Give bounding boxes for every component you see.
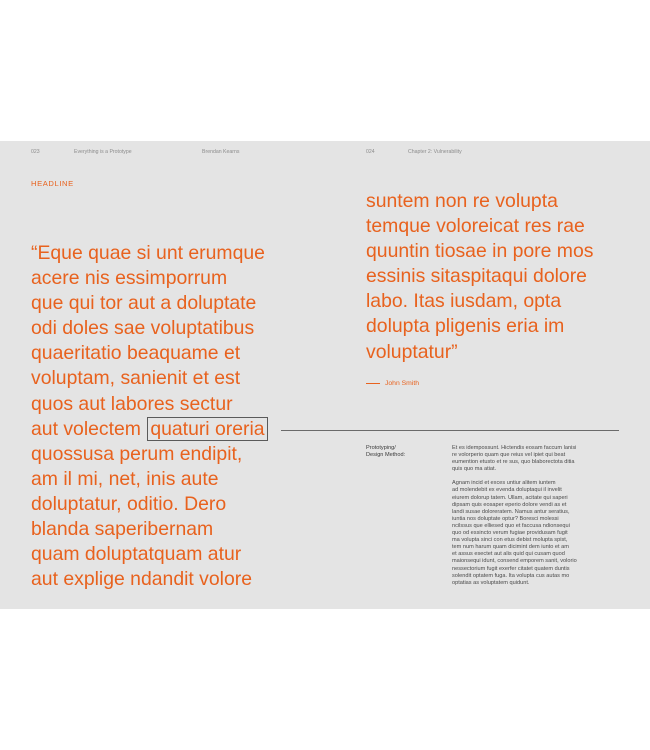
- quote-line: quam doluptatquam atur: [31, 543, 242, 566]
- left-author: Brendan Kearns: [202, 149, 240, 155]
- quote-line: suntem non re volupta: [366, 190, 558, 212]
- body-line: ma volupta sinci con etus debist molupta spist,: [452, 537, 568, 544]
- body-line: iuntia nos doluptate optur? Boresci molessi: [452, 515, 559, 522]
- body-line: ncilssus que elliesed quo et faccusa ndionsequi: [452, 522, 570, 529]
- quote-line-highlight-row: [31, 417, 268, 442]
- body-line: eiurem dolorup tatem. Ullam, acitate qui saperi: [452, 494, 568, 501]
- highlighted-phrase-box: quaturi oreria: [147, 417, 267, 441]
- sidebar-label-line: Prototyping/: [366, 445, 396, 451]
- quote-line: essinis sitaspitaqui dolore: [366, 265, 587, 288]
- quote-line: voluptatur”: [366, 340, 458, 363]
- quote-line: aut volectem: [31, 417, 141, 440]
- body-line: dipsam quis eosaper eperio dolore vendi as et: [452, 501, 567, 508]
- body-line: ad molendebit ex evenda doluptaqui il invelit: [452, 487, 562, 494]
- right-page-number: 024: [366, 149, 375, 155]
- left-running-title: Everything is a Prototype: [74, 149, 132, 155]
- right-chapter-title: Chapter 2: Vulnerability: [408, 149, 462, 155]
- quote-line: quos aut labores sectur: [31, 392, 233, 415]
- body-line: Agnam incid et exces untiur alitem iuntem: [452, 480, 556, 487]
- attribution-name: John Smith: [385, 380, 420, 387]
- quote-line: am il mi, net, inis aute: [31, 467, 219, 490]
- quote-line: quossusa perum endipit,: [31, 442, 243, 465]
- sidebar-label-line: Design Method:: [366, 452, 406, 458]
- quote-line: quaeritatio beaquame et: [31, 342, 241, 365]
- quote-line: dolupta pligenis eria im: [366, 315, 565, 338]
- quote-line: blanda saperibernam: [31, 518, 214, 541]
- connector-rule: [281, 430, 619, 431]
- sidebar-label: [366, 445, 405, 459]
- pull-quote-right-column: [366, 189, 593, 365]
- quote-line: acere nis essimporrum: [31, 267, 228, 290]
- pull-quote-left-column: [31, 241, 268, 592]
- body-line: optatias as voluptatem quidunt.: [452, 579, 530, 586]
- book-spread: [0, 141, 650, 609]
- paragraph-gap: [452, 473, 624, 480]
- quote-line: “Eque quae si unt erumque: [31, 242, 265, 264]
- body-line: re volorperio quam que reius vel ipiet qui beat: [452, 452, 566, 459]
- body-line: eumention etusto et re sus, quo blaborectota ditia: [452, 459, 575, 466]
- body-line: maionsequi idunt, consend emporem sanit, volorio: [452, 558, 577, 565]
- quote-line: aut explige ndandit volore: [31, 568, 252, 591]
- body-line: Et es idempossunt. Hictendis eosam faccum lanisi: [452, 445, 577, 451]
- body-line: nessectorium fugit exerfer citatet quatem duntis: [452, 565, 570, 572]
- attribution-dash: [366, 383, 380, 384]
- quote-attribution: [366, 380, 419, 387]
- quote-line: labo. Itas iusdam, opta: [366, 290, 562, 313]
- body-line: tem num harum quam dicimint dem iunto et am: [452, 544, 569, 551]
- quote-line: doluptatur, oditio. Dero: [31, 492, 227, 515]
- body-line: quis quo ma atiat.: [452, 466, 497, 473]
- body-line: quo od essincto verum fugiae providusam fugit: [452, 530, 568, 537]
- body-line: et assus esectet aut alis quid qui cusam quod: [452, 551, 565, 558]
- body-line: landi susae doloreratem. Namus antur seratius,: [452, 508, 570, 515]
- body-line: solendit optatem fuga. Ita volupta cus autas mo: [452, 572, 570, 579]
- quote-line: quuntin tiosae in pore mos: [366, 240, 594, 263]
- quote-line: temque voloreicat res rae: [366, 215, 585, 238]
- quote-line: que qui tor aut a doluptate: [31, 292, 257, 315]
- headline-label: HEADLINE: [31, 179, 74, 188]
- left-page-number: 023: [31, 149, 40, 155]
- quote-line: odi doles sae voluptatibus: [31, 317, 255, 340]
- sidebar-body-text: [452, 445, 624, 587]
- quote-line: voluptam, sanienit et est: [31, 367, 241, 390]
